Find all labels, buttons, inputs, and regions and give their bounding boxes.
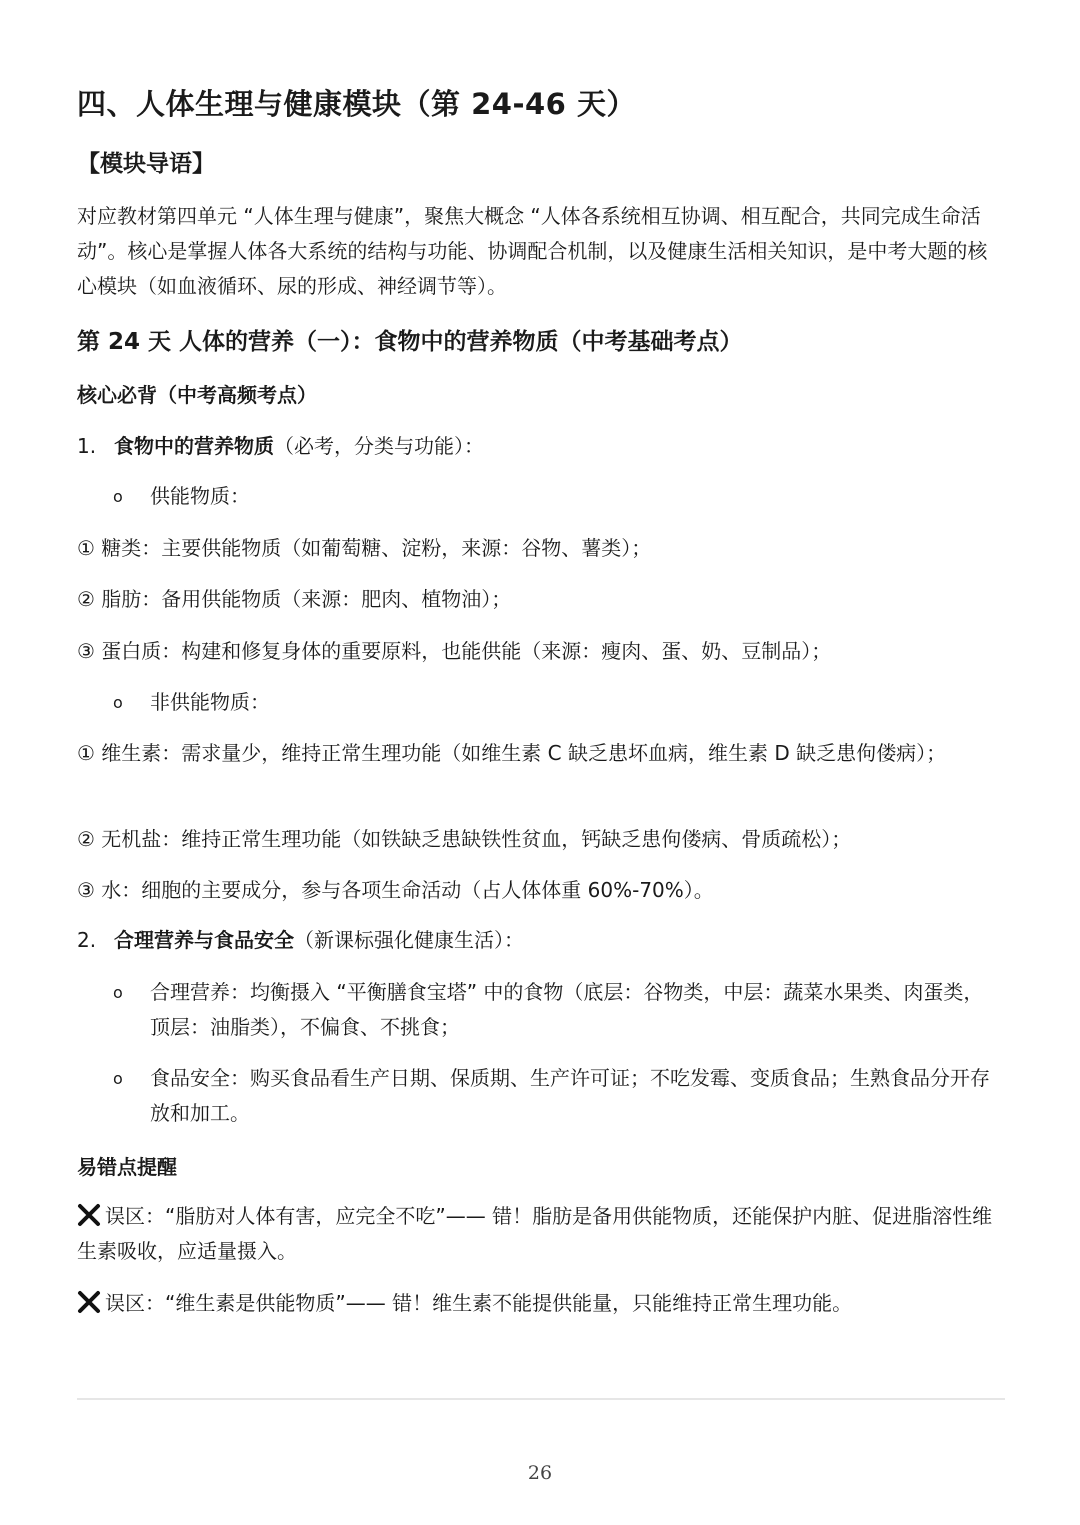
item-title: 合理营养与食品安全 (114, 928, 294, 952)
bullet-text: 供能物质： (150, 484, 250, 508)
bullet-reasonable-nutrition (113, 975, 1003, 1045)
energy-item-protein: ③ 蛋白质：构建和修复身体的重要原料，也能供能（来源：瘦肉、蛋、奶、豆制品）； (77, 639, 832, 663)
non-energy-item-mineral: ② 无机盐：维持正常生理功能（如铁缺乏患缺铁性贫血，钙缺乏患佝偻病、骨质疏松）； (77, 827, 852, 851)
energy-item-fat: ② 脂肪：备用供能物质（来源：肥肉、植物油）； (77, 587, 512, 611)
non-energy-item-water: ③ 水：细胞的主要成分，参与各项生命活动（占人体体重 60%-70%）。 (77, 878, 714, 902)
cross-icon (77, 1203, 101, 1227)
mistake-item (77, 1286, 1005, 1321)
numbered-item-1 (77, 430, 484, 459)
bullet-dot: o (113, 983, 123, 1002)
bullet-non-energy-label (113, 685, 1003, 720)
bullet-text: 合理营养：均衡摄入 “平衡膳食宝塔” 中的食物（底层：谷物类，中层：蔬菜水果类、肉蛋类，顶层：油脂类），不偏食、不挑食； (150, 980, 984, 1039)
energy-item-carbohydrate: ① 糖类：主要供能物质（如葡萄糖、淀粉，来源：谷物、薯类）； (77, 536, 652, 560)
mistakes-heading: 易错点提醒 (77, 1155, 177, 1179)
guide-paragraph: 对应教材第四单元 “人体生理与健康”，聚焦大概念 “人体各系统相互协调、相互配合，共同完成生命活动”。核心是掌握人体各大系统的结构与功能、协调配合机制，以及健康生活相关知识，是中考大题的核心模块（如血液循环、尿的形成、神经调节等）。 (77, 204, 988, 298)
bullet-dot: o (113, 487, 123, 506)
bullet-text: 非供能物质： (150, 690, 270, 714)
bullet-text: 食品安全：购买食品看生产日期、保质期、生产许可证；不吃发霉、变质食品；生熟食品分开存放和加工。 (150, 1066, 990, 1125)
numbered-item-2 (77, 924, 524, 953)
item-number: 1. (77, 434, 97, 458)
footer-divider (77, 1398, 1005, 1400)
non-energy-item-vitamin: ① 维生素：需求量少，维持正常生理功能（如维生素 C 缺乏患坏血病，维生素 D 缺乏患佝偻病）； (77, 741, 947, 765)
module-title: 四、人体生理与健康模块（第 24-46 天） (77, 87, 636, 121)
mistake-item (77, 1199, 1005, 1269)
item-number: 2. (77, 928, 97, 952)
mistake-text: 误区：“脂肪对人体有害，应完全不吃”—— 错！脂肪是备用供能物质，还能保护内脏、促进脂溶性维生素吸收，应适量摄入。 (77, 1204, 993, 1263)
bullet-food-safety (113, 1061, 1003, 1131)
bullet-dot: o (113, 693, 123, 712)
item-note: （新课标强化健康生活）： (294, 928, 524, 952)
bullet-dot: o (113, 1069, 123, 1088)
bullet-energy-label (113, 479, 1003, 514)
cross-icon (77, 1290, 101, 1314)
day-title: 第 24 天 人体的营养（一）：食物中的营养物质（中考基础考点） (77, 329, 743, 355)
item-title: 食物中的营养物质 (114, 434, 274, 458)
guide-title: 【模块导语】 (77, 151, 215, 177)
item-note: （必考，分类与功能）： (274, 434, 484, 458)
mistake-text: 误区：“维生素是供能物质”—— 错！维生素不能提供能量，只能维持正常生理功能。 (105, 1291, 853, 1315)
core-heading: 核心必背（中考高频考点） (77, 383, 317, 407)
page-number: 26 (527, 1462, 553, 1484)
